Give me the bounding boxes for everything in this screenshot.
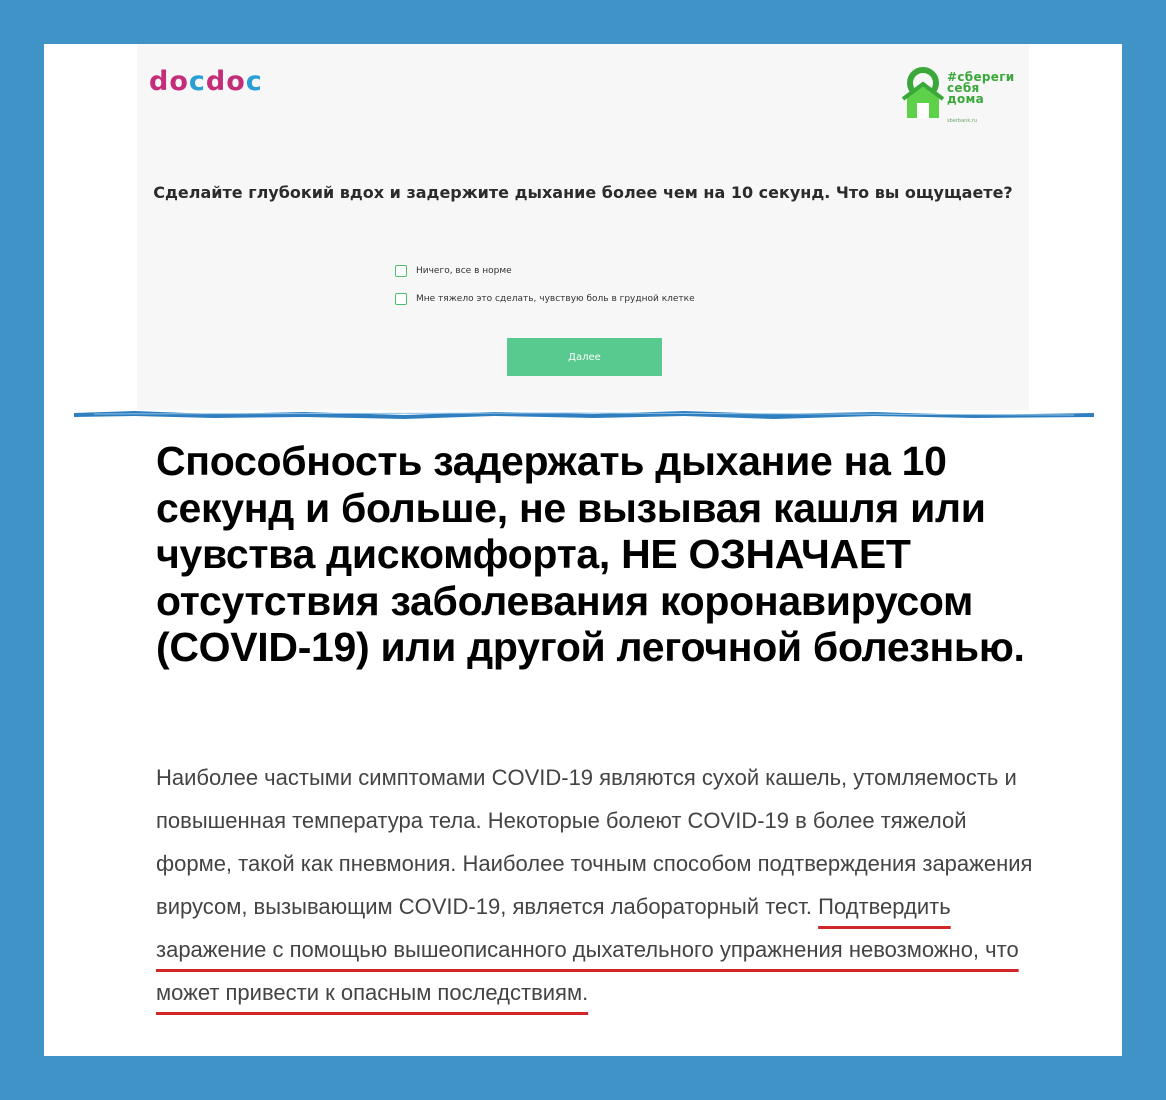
checkbox-normal[interactable] [395, 265, 407, 277]
option-normal[interactable] [395, 264, 512, 278]
torn-divider [74, 407, 1094, 423]
body-highlight: Подтвердить заражение с помощью вышеописанного дыхательного упражнения невозможно, что может привести к опасным последствиям. [156, 894, 1019, 1005]
badge-line-2: себя [947, 81, 980, 95]
stay-home-badge [901, 62, 1029, 134]
article-body [156, 756, 1036, 1014]
badge-line-1: #сбереги [947, 70, 1015, 84]
screenshot-card [44, 44, 1122, 1056]
badge-text [947, 72, 1015, 105]
badge-line-3: дома [947, 92, 985, 106]
body-plain: Наиболее частыми симптомами COVID-19 являются сухой кашель, утомляемость и повышенная температура тела. Некоторые болеют COVID-19 в более тяжелой форме, такой как пневмония. Наиболее точным способом подтверждения заражения вирусом, вызывающим COVID-19, является лабораторный тест. [156, 765, 1033, 919]
option-difficult-label: Мне тяжело это сделать, чувствую боль в грудной клетке [416, 294, 695, 304]
quiz-question: Сделайте глубокий вдох и задержите дыхание более чем на 10 секунд. Что вы ощущаете? [153, 183, 1013, 202]
house-lock-icon [901, 66, 945, 124]
badge-site: sberbank.ru [947, 118, 978, 124]
checkbox-difficult[interactable] [395, 293, 407, 305]
next-button[interactable]: Далее [507, 338, 662, 376]
option-difficult[interactable] [395, 292, 695, 306]
article-headline: Способность задержать дыхание на 10 секунд и больше, не вызывая кашля или чувства дискомфорта, НЕ ОЗНАЧАЕТ отсутствия заболевания коронавирусом (COVID-19) или другой легочной болезнью. [156, 438, 1025, 670]
docdoc-logo[interactable]: docdoc [149, 66, 263, 97]
quiz-panel [137, 44, 1029, 410]
option-normal-label: Ничего, все в норме [416, 266, 512, 276]
